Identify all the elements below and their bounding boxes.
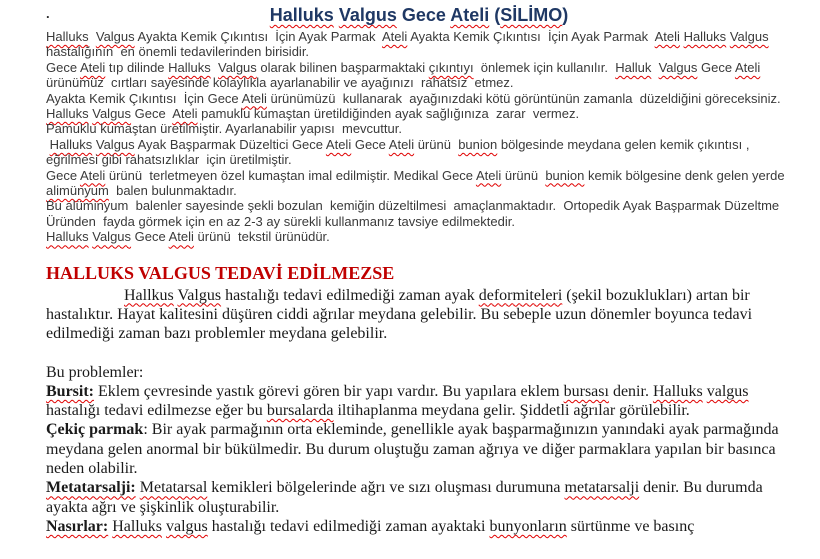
text-run: Bu alüminyum balenler sayesinde şekli bozulan kemiğin düzeltilmesi amaçlanmaktadır. Ortopedik Ayak Başparmak Düzeltme Üründen fayda görmek için en az 2-3 ay sürekli kullanmanız tavsiye edilmektedir.	[46, 198, 783, 229]
misspelled-word: Nasırlar:	[46, 517, 109, 535]
paragraph	[46, 382, 792, 421]
text-run: (şekil bozuklukları) artan bir hastalıktır. Hayat kalitesini düşüren ciddi ağrılar meydana gelebilir. Bu sebeple uzun dönemler boyunca tedavi edilmediği zaman bazı problemler meydana gelebilir.	[46, 286, 757, 343]
text-run: )	[562, 5, 569, 25]
misspelled-word: bunion	[458, 136, 498, 152]
text-run: Gece	[697, 59, 735, 75]
document-body	[46, 29, 792, 536]
misspelled-word: Halluks	[49, 136, 93, 152]
text-run: olarak bilinen başparmaktaki	[256, 59, 429, 75]
misspelled-word: Halluks	[652, 382, 703, 400]
misspelled-word: deformiteleri	[478, 286, 563, 304]
text-run: sürtünme ve basınç	[566, 517, 695, 535]
misspelled-word: Halluks	[168, 59, 211, 75]
text-run: Bu problemler:	[46, 363, 144, 381]
misspelled-word: Valgus	[95, 136, 135, 152]
paragraph	[46, 29, 792, 60]
text-run: Ayak Başparmak Düzeltici Gece	[134, 136, 326, 152]
paragraph	[46, 478, 792, 517]
misspelled-word: alimünyum	[46, 183, 109, 199]
text-run: HALLUKS VALGUS TEDAVİ EDİLMEZSE	[46, 262, 395, 283]
text-run: Gece	[131, 229, 169, 245]
paragraph	[46, 286, 792, 344]
paragraph	[46, 137, 792, 168]
text-run: kemikleri bölgelerinde ağrı ve sızı oluşması durumuna	[207, 479, 565, 497]
text-run: kemik bölgesine denk gelen yerde	[584, 167, 789, 183]
misspelled-word: Ateli	[79, 59, 106, 75]
misspelled-word: Ateli	[168, 229, 194, 245]
text-run: önlemek için kullanılır.	[473, 59, 616, 75]
stray-period: .	[46, 6, 50, 21]
text-run: balen bulunmaktadır.	[108, 183, 237, 199]
text-run: Gece	[46, 59, 80, 75]
text-run: hastalığı tedavi edilmediği zaman ayaktaki	[207, 517, 490, 535]
misspelled-word: metatarsalji	[564, 479, 640, 497]
text-run: ürünü	[501, 167, 546, 183]
document-title-row	[46, 5, 792, 27]
text-run	[89, 29, 96, 44]
text-run: Gece	[46, 167, 80, 183]
misspelled-word: Valgus	[177, 286, 222, 304]
misspelled-word: Ateli	[475, 167, 502, 183]
section-heading	[46, 262, 792, 284]
misspelled-word: Valgus	[338, 5, 397, 25]
paragraph	[46, 363, 792, 382]
misspelled-word: Ateli	[734, 59, 761, 75]
misspelled-word: çıkıntıyı	[428, 59, 474, 75]
text-run: Ayakta Kemik Çıkıntısı İçin Gece	[46, 90, 242, 106]
text-run: iltihaplanma meydana gelir. Şiddetli ağrılar görülebilir.	[333, 402, 690, 420]
text-run	[211, 60, 218, 75]
paragraph	[46, 121, 792, 136]
text-run: ürünü	[414, 136, 459, 152]
text-run: pamuklu kumaştan üretildiğinden ayak sağlığınıza zarar vermez.	[197, 106, 580, 122]
text-run: Gece	[351, 136, 389, 152]
paragraph	[46, 229, 792, 244]
text-run: : Bir ayak parmağının orta ekleminde, genellikle ayak başparmağınızın yanındaki ayak parmağında meydana gelen anormal bir bükülmedir. Bu durum oluştuğu zaman ağrıya ve diğer parmaklara yapılan bir basınca neden olabilir.	[46, 421, 783, 478]
text-run: ürünü terletmeyen özel kumaştan imal edilmiştir. Medikal Gece	[105, 167, 476, 183]
misspelled-word: Valgus	[218, 59, 257, 75]
paragraph	[46, 420, 792, 478]
misspelled-word: Valgus	[729, 29, 769, 44]
misspelled-word: Valgus	[658, 59, 698, 75]
paragraph	[46, 60, 792, 91]
text-run: ürünümüz cırtları sayesinde kolaylıkla ayarlanabilir ve ayağınızı rahatsız etmez.	[46, 59, 764, 91]
paragraph	[46, 517, 792, 536]
misspelled-word: Valgus	[95, 29, 135, 44]
misspelled-word: Bursit:	[46, 382, 94, 400]
text-run: Ayakta Kemik Çıkıntısı İçin Ayak Parmak	[407, 29, 655, 44]
text-run: denir. Bu durumda ayakta ağrı ve şişkinlik oluşturabilir.	[46, 479, 767, 516]
misspelled-word: Halluk	[615, 59, 652, 75]
text-run: ürünümüzü kullanarak ayağınızdaki kötü görüntünün zamanla düzeldiğini göreceksiniz.	[266, 90, 785, 106]
text-run: Pamuklu kumaştan üretilmiştir. Ayarlanabilir yapısı mevcuttur.	[46, 121, 402, 137]
text-run: Gece	[396, 5, 451, 25]
text-run: ürünü tekstil ürünüdür.	[193, 229, 330, 245]
text-run: Ayakta Kemik Çıkıntısı İçin Ayak Parmak	[134, 29, 382, 44]
text-run	[651, 60, 658, 75]
misspelled-word: Valgus	[92, 106, 132, 122]
misspelled-word: bunion	[545, 167, 585, 183]
misspelled-word: SİLİMO	[500, 5, 563, 25]
misspelled-word: Halluks	[46, 229, 89, 245]
misspelled-word: valgus	[706, 382, 749, 400]
misspelled-word: Halluks	[46, 29, 89, 44]
text-run: Eklem çevresinde yastık görevi gören bir yapı vardır. Bu yapılara eklem	[94, 382, 564, 400]
misspelled-word: Halluks	[683, 29, 727, 44]
misspelled-word: valgus	[165, 517, 208, 535]
misspelled-word: Ateli	[79, 167, 106, 183]
paragraph	[46, 91, 792, 122]
misspelled-word: Ateli	[325, 136, 352, 152]
document-title	[270, 5, 568, 26]
text-run: tıp dilinde	[105, 59, 169, 75]
text-run: (	[489, 5, 501, 25]
text-run: hastalığının en önemli tedavilerinden birisidir.	[46, 29, 773, 60]
misspelled-word: Hallkus	[124, 286, 174, 304]
misspelled-word: Halluks	[269, 5, 334, 25]
misspelled-word: Metatarsalji:	[46, 479, 136, 497]
misspelled-word: Ateli	[241, 90, 267, 106]
text-run: hastalığı tedavi edilmezse eğer bu	[46, 382, 753, 420]
text-run: hastalığı tedavi edilmediği zaman ayak	[221, 286, 479, 304]
paragraph	[46, 168, 792, 199]
text-run: Gece	[131, 106, 173, 122]
text-run: bölgesinde meydana gelen kemik çıkıntısı , eğrilmesi gibi rahatsızlıklar için üretilmiştir.	[46, 136, 754, 168]
paragraph	[46, 198, 792, 229]
misspelled-word: Valgus	[92, 229, 132, 245]
misspelled-word: Ateli	[450, 5, 490, 25]
misspelled-word: bursası	[563, 382, 609, 400]
misspelled-word: bursalarda	[266, 402, 334, 420]
misspelled-word: Ateli	[382, 29, 408, 44]
misspelled-word: Metatarsal	[139, 479, 208, 497]
misspelled-word: Halluks	[46, 106, 89, 122]
text-run: Çekiç parmak	[46, 421, 144, 439]
misspelled-word: Ateli	[654, 29, 680, 44]
misspelled-word: Halluks	[112, 517, 162, 535]
misspelled-word: Ateli	[388, 136, 415, 152]
misspelled-word: bunyonların	[489, 517, 567, 535]
misspelled-word: Ateli	[172, 106, 198, 122]
text-run: denir.	[608, 382, 653, 400]
